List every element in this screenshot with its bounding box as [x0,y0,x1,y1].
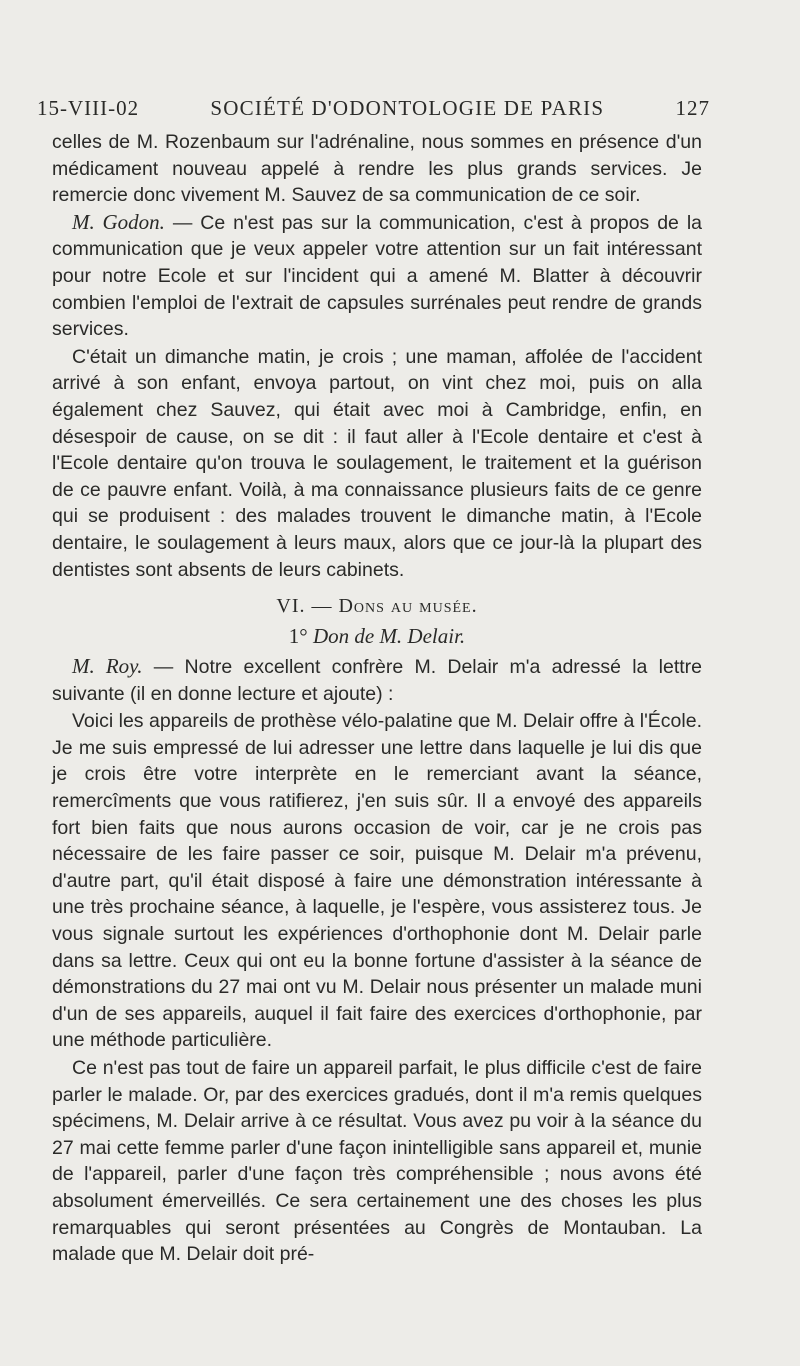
paragraph [52,343,702,583]
paragraph [52,707,702,1054]
header-date: 15-VIII-02 [37,96,140,120]
paragraph-text: Ce n'est pas tout de faire un appareil parfait, le plus difficile c'est de faire parler le malade. Or, par des exercices gradués, dont il m'a remis quelques spécimens, M. Delair arrive à ce résultat. Vous avez pu voir à la séance du 27 mai cette femme parler d'une façon inintelligible sans appareil et, munie de l'appareil, parler d'une façon très compréhensible ; nous avons été absolument émerveillés. Ce sera certainement une des choses les plus remarquables qui seront présentées au Congrès de Montauban. La malade que M. Delair doit pré- [52,1057,702,1266]
running-title: SOCIÉTÉ D'ODONTOLOGIE DE PARIS [210,96,605,120]
section-number: VI. [276,595,306,618]
paragraph-text: celles de M. Rozenbaum sur l'adrénaline, nous sommes en présence d'un médicament nouveau appelé à rendre les plus grands services. Je remercie donc vivement M. Sauvez de sa communication de ce soir. [52,131,702,207]
subsection-number: 1° [288,624,308,649]
body-text [52,128,702,1268]
speaker-name: M. Godon. [72,209,165,234]
paragraph [52,653,702,707]
paragraph [52,1054,702,1268]
page-header [37,96,710,126]
subsection-title: Don de M. Delair. [312,624,466,649]
paragraph-text: C'était un dimanche matin, je crois ; une maman, affolée de l'accident arrivé à son enfant, envoya partout, on vint chez moi, puis on alla également chez Sauvez, qui était avec moi à Cambridge, enfin, en désespoir de cause, on se dit : il faut aller à l'Ecole dentaire et c'est à l'Ecole dentaire qu'on trouva le soulagement, le traitement et la guérison de ce pauvre enfant. Voilà, à ma connaissance plusieurs faits de ce genre qui se produisent : des malades trouvent le dimanche matin, à l'Ecole dentaire, le soulagement à leurs maux, alors que ce jour-là la plupart des dentistes sont absents de leurs cabinets. [52,345,702,581]
subsection-heading [52,621,702,651]
section-title: Dons au musée. [338,595,478,618]
section-heading [52,591,702,621]
paragraph [52,209,702,343]
paragraph [52,128,702,209]
speaker-name: M. Roy. [72,654,143,679]
section-dash: — [311,595,333,618]
paragraph-text: Voici les appareils de prothèse vélo-palatine que M. Delair offre à l'École. Je me suis empressé de lui adresser une lettre dans laquelle je lui dis que je crois être votre interprète en le remerciant avant la séance, remercîments que vous ratifierez, j'en suis sûr. Il a envoyé des appareils fort bien faits que nous aurons occasion de voir, car je ne crois pas nécessaire de les faire passer ce soir, puisque M. Delair m'a prévenu, d'autre part, qu'il était disposé à faire une démonstration intéressante à une très prochaine séance, à laquelle, je l'espère, vous assisterez tous. Je vous signale surtout les expériences d'orthophonie dont M. Delair parle dans sa lettre. Ceux qui ont eu la bonne fortune d'assister à la séance de démonstrations du 27 mai ont vu M. Delair nous présenter un malade muni d'un de ses appareils, auquel il fait faire des exercices d'orthophonie, par une méthode particulière. [52,710,702,1052]
paragraph-text: — Ce n'est pas sur la communication, c'est à propos de la communication que je veux appeler votre attention sur un fait intéressant pour notre Ecole et sur l'incident qui a amené M. Blatter à découvrir combien l'emploi de l'extrait de capsules surrénales peut rendre de grands services. [52,211,702,341]
paragraph-text: — Notre excellent confrère M. Delair m'a adressé la lettre suivante (il en donne lecture et ajoute) : [52,656,702,705]
page-number: 127 [675,96,710,120]
